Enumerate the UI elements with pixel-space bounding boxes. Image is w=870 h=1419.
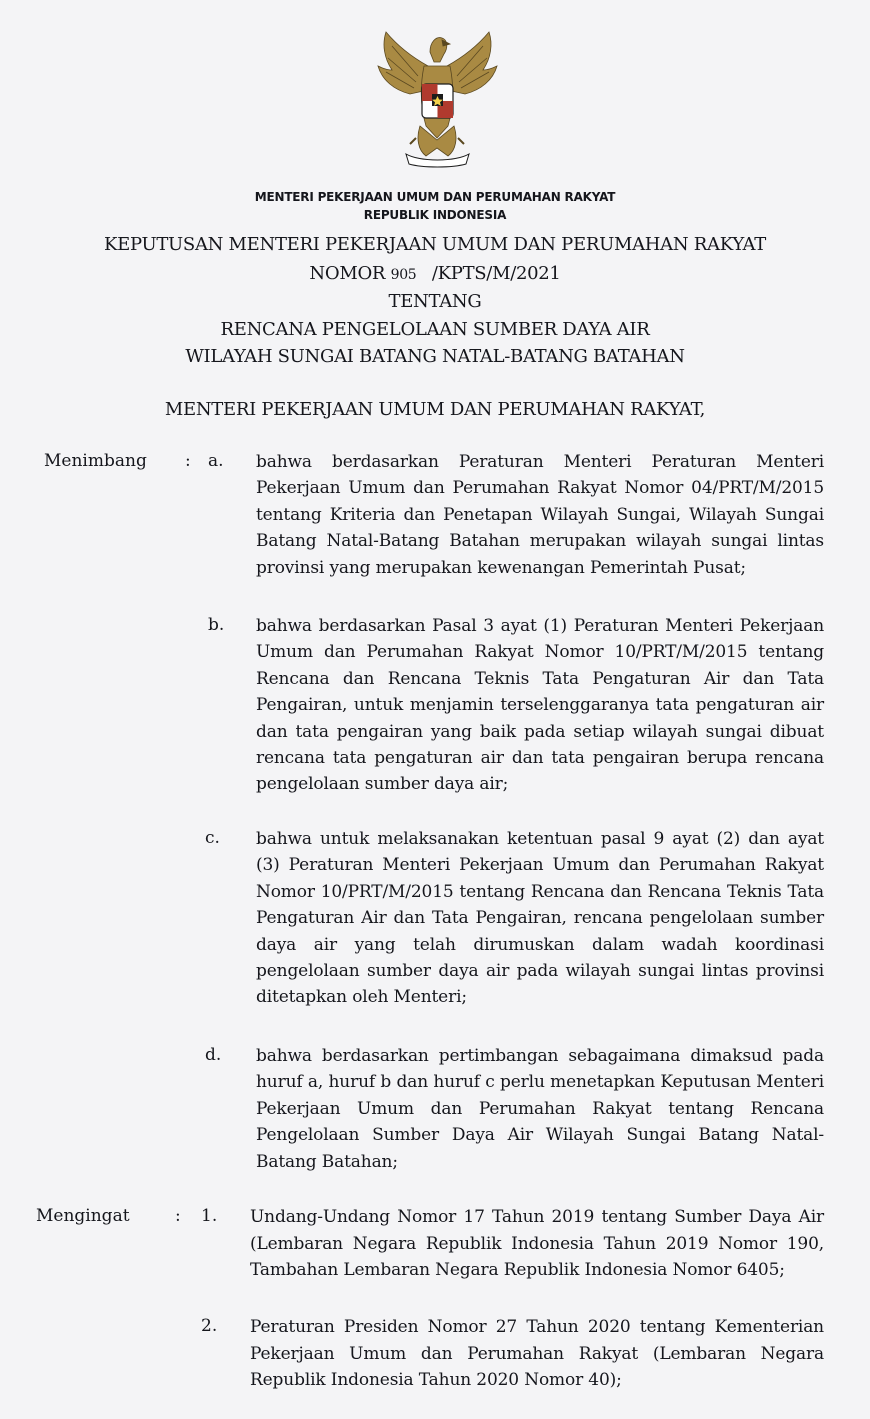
nomor-value: 905 xyxy=(390,267,417,283)
menimbang-marker-d: d. xyxy=(205,1045,222,1065)
mengingat-item-2: Peraturan Presiden Nomor 27 Tahun 2020 tentang Kementerian Pekerjaan Umum dan Perumahan Rakyat (Lembaran Negara Republik Indonesia Tahun 2020 Nomor 40); xyxy=(250,1317,824,1391)
republic-header: REPUBLIK INDONESIA xyxy=(363,208,507,222)
mengingat-item-1: Undang-Undang Nomor 17 Tahun 2019 tentang Sumber Daya Air (Lembaran Negara Republik Indonesia Tahun 2019 Nomor 190, Tambahan Lembaran Negara Republik Indonesia Nomor 6405; xyxy=(250,1207,824,1281)
menimbang-item-c: bahwa untuk melaksanakan ketentuan pasal 9 ayat (2) dan ayat (3) Peraturan Menteri Pekerjaan Umum dan Perumahan Rakyat Nomor 10/PRT/M/2015 tentang Rencana dan Rencana Teknis Tata Pengaturan Air dan Tata Pengairan, rencana pengelolaan sumber daya air yang telah dirumuskan dalam wadah koordinasi pengelolaan sumber daya air pada wilayah sungai lintas provinsi ditetapkan oleh Menteri; xyxy=(256,829,824,1008)
mengingat-marker-1: 1. xyxy=(201,1206,218,1226)
subject-line-2: WILAYAH SUNGAI BATANG NATAL-BATANG BATAHAN xyxy=(185,346,685,367)
menimbang-marker-c: c. xyxy=(205,828,220,848)
ministry-header: MENTERI PEKERJAAN UMUM DAN PERUMAHAN RAKYAT xyxy=(254,190,616,204)
mengingat-label: Mengingat xyxy=(36,1206,130,1226)
mengingat-colon: : xyxy=(175,1206,181,1226)
garuda-emblem-icon xyxy=(370,26,505,168)
decree-number xyxy=(0,262,870,287)
menimbang-marker-b: b. xyxy=(208,615,225,635)
subject-line-1: RENCANA PENGELOLAAN SUMBER DAYA AIR xyxy=(220,319,650,340)
menimbang-item-d: bahwa berdasarkan pertimbangan sebagaimana dimaksud pada huruf a, huruf b dan huruf c perlu menetapkan Keputusan Menteri Pekerjaan Umum dan Perumahan Rakyat tentang Rencana Pengelolaan Sumber Daya Air Wilayah Sungai Batang Natal-Batang Batahan; xyxy=(256,1046,824,1172)
menimbang-item-a: bahwa berdasarkan Peraturan Menteri Peraturan Menteri Pekerjaan Umum dan Perumahan Rakyat Nomor 04/PRT/M/2015 tentang Kriteria dan Penetapan Wilayah Sungai, Wilayah Sungai Batang Natal-Batang Batahan merupakan wilayah sungai lintas provinsi yang merupakan kewenangan Pemerintah Pusat; xyxy=(256,452,824,578)
menimbang-colon: : xyxy=(185,451,191,471)
nomor-suffix: /KPTS/M/2021 xyxy=(431,263,561,284)
minister-heading: MENTERI PEKERJAAN UMUM DAN PERUMAHAN RAKYAT, xyxy=(164,399,706,420)
nomor-prefix: NOMOR xyxy=(309,263,386,284)
menimbang-marker-a: a. xyxy=(208,451,224,471)
decree-title: KEPUTUSAN MENTERI PEKERJAAN UMUM DAN PERUMAHAN RAKYAT xyxy=(104,234,766,255)
mengingat-marker-2: 2. xyxy=(201,1316,218,1336)
menimbang-label: Menimbang xyxy=(44,451,147,471)
menimbang-item-b: bahwa berdasarkan Pasal 3 ayat (1) Peraturan Menteri Pekerjaan Umum dan Perumahan Rakyat Nomor 10/PRT/M/2015 tentang Rencana dan Rencana Teknis Tata Pengaturan Air dan Tata Pengairan, untuk menjamin terselenggaranya tata pengaturan air dan tata pengairan yang baik pada setiap wilayah sungai dibuat rencana tata pengaturan air dan tata pengairan berupa rencana pengelolaan sumber daya air; xyxy=(256,616,824,795)
tentang-heading: TENTANG xyxy=(388,291,482,312)
